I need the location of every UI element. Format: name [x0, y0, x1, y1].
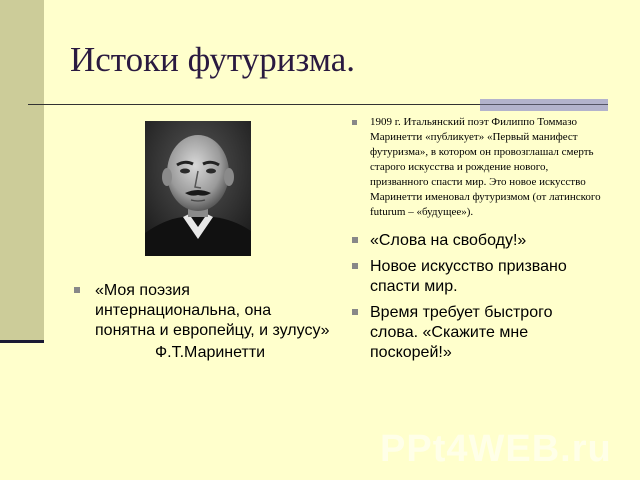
square-bullet-icon [352, 309, 358, 315]
facts-list [352, 115, 604, 369]
square-bullet-icon [352, 120, 357, 125]
accent-bar [480, 99, 608, 111]
fact-text: Время требует быстрого слова. «Скажите мне поскорей!» [370, 304, 553, 361]
list-item [352, 257, 604, 297]
accent-bar-line [480, 104, 608, 105]
left-decor-band-edge [0, 340, 44, 343]
square-bullet-icon [352, 237, 358, 243]
left-decor-band [0, 0, 44, 343]
portrait-image [145, 121, 251, 256]
square-bullet-icon [74, 287, 80, 293]
quote-text: «Моя поэзия интернациональна, она понятна и европейцу, и зулусу» [95, 282, 330, 339]
quote-list [74, 281, 334, 363]
square-bullet-icon [352, 263, 358, 269]
slide-title: Истоки футуризма. [70, 40, 356, 79]
fact-text: 1909 г. Итальянский поэт Филиппо Томмазо Маринетти «публикует» «Первый манифест футуризма», в котором он провозглашал смерть старого искусства и рождение нового, призванного спасти мир. Это новое искусство Маринетти именовал футуризмом (от латинского futurum – «будущее»). [370, 116, 601, 218]
list-item [352, 303, 604, 363]
fact-text: «Слова на свободу!» [370, 232, 527, 249]
fact-text: Новое искусство призвано спасти мир. [370, 258, 567, 295]
list-item [352, 231, 604, 251]
list-item [352, 115, 604, 220]
list-item [74, 281, 334, 363]
quote-author: Ф.Т.Маринетти [155, 344, 266, 361]
portrait-illustration [145, 121, 251, 256]
watermark: PPt4WEB.ru [380, 428, 612, 470]
